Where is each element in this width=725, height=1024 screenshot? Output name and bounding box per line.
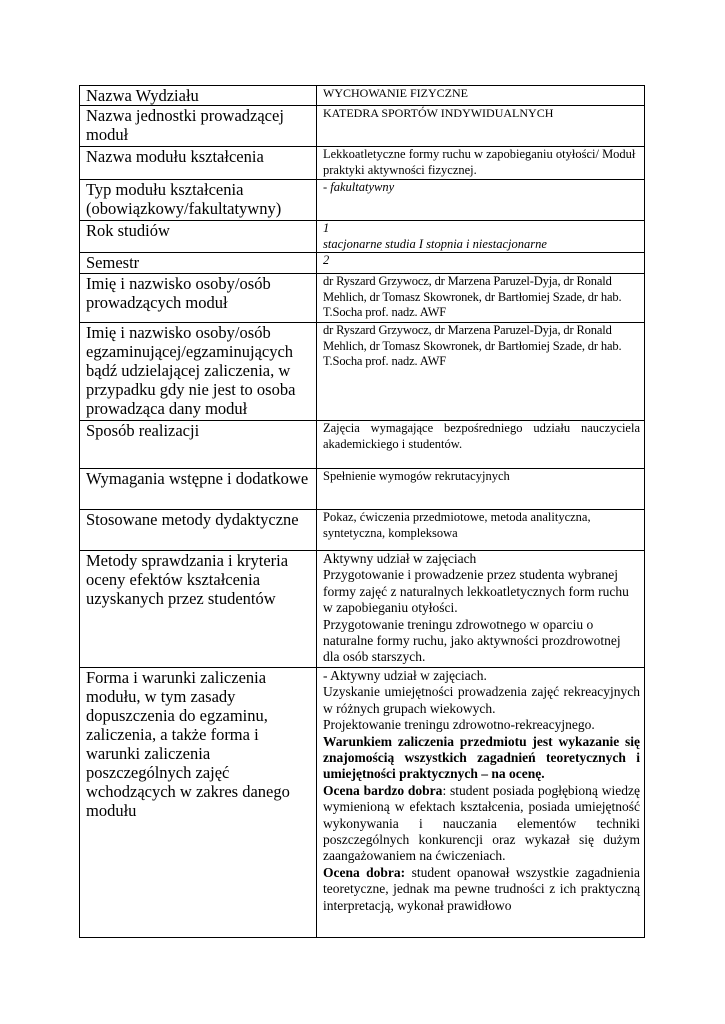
table-row — [80, 323, 645, 421]
criteria-line: Przygotowanie i prowadzenie przez studenta wybranej formy zajęć z naturalnych lekkoatletycznych form ruchu w zapobieganiu otyłości. — [323, 567, 629, 616]
row-value — [317, 668, 645, 938]
row-label: Rok studiów — [80, 221, 317, 253]
year-number: 1 — [323, 221, 330, 235]
condition-line: Uzyskanie umiejętności prowadzenia zajęć rekreacyjnych w różnych grupach wiekowych. — [323, 684, 640, 716]
table-row — [80, 86, 645, 106]
row-label: Forma i warunki zaliczenia modułu, w tym zasady dopuszczenia do egzaminu, zaliczenia, a także forma i warunki zaliczenia poszczególnych zajęć wchodzących w zakres danego modułu — [80, 668, 317, 938]
row-value: - fakultatywny — [317, 180, 645, 221]
row-value — [317, 221, 645, 253]
table-row — [80, 421, 645, 469]
study-mode: stacjonarne studia I stopnia i niestacjonarne — [323, 236, 547, 251]
row-label: Sposób realizacji — [80, 421, 317, 469]
row-value: Pokaz, ćwiczenia przedmiotowe, metoda analityczna, syntetyczna, kompleksowa — [317, 510, 645, 551]
table-row — [80, 180, 645, 221]
criteria-line: Aktywny udział w zajęciach — [323, 551, 477, 566]
row-label: Metody sprawdzania i kryteria oceny efektów kształcenia uzyskanych przez studentów — [80, 551, 317, 668]
row-value: dr Ryszard Grzywocz, dr Marzena Paruzel-Dyja, dr Ronald Mehlich, dr Tomasz Skowronek, dr Bartłomiej Szade, dr hab. T.Socha prof. nadz. AWF — [317, 323, 645, 421]
row-label: Imię i nazwisko osoby/osób egzaminującej/egzaminujących bądź udzielającej zaliczenia, w przypadku gdy nie jest to osoba prowadząca dany moduł — [80, 323, 317, 421]
grade-very-good — [323, 783, 640, 865]
row-value: WYCHOWANIE FIZYCZNE — [317, 86, 645, 106]
table-row — [80, 274, 645, 323]
row-label: Wymagania wstępne i dodatkowe — [80, 469, 317, 510]
row-label: Nazwa Wydziału — [80, 86, 317, 106]
row-value: 2 — [317, 253, 645, 274]
criteria-line: Przygotowanie treningu zdrowotnego w oparciu o naturalne formy ruchu, jako aktywności prozdrowotnej dla osób starszych. — [323, 616, 621, 665]
grade-description: student opanował wszystkie zagadnienia teoretyczne, jednak ma pewne trudności z ich praktyczną interpretacją, wykonał prawidłowo — [323, 864, 641, 913]
row-label: Imię i nazwisko osoby/osób prowadzących moduł — [80, 274, 317, 323]
condition-line: - Aktywny udział w zajęciach. — [323, 668, 487, 683]
row-value: Lekkoatletyczne formy ruchu w zapobieganiu otyłości/ Moduł praktyki aktywności fizycznej. — [317, 147, 645, 180]
table-row — [80, 147, 645, 180]
grade-good — [323, 865, 640, 914]
grade-description: : student posiada pogłębioną wiedzę wymienioną w efektach kształcenia, posiada umiejętność wykonywania i nauczania elementów techniki poszczególnych konkurencji oraz wykazał się dużym zaangażowaniem na ćwiczeniach. — [323, 782, 640, 864]
table-row — [80, 668, 645, 938]
table-row — [80, 510, 645, 551]
module-info-table — [79, 85, 645, 938]
row-label: Nazwa jednostki prowadzącej moduł — [80, 106, 317, 147]
grade-label: Ocena dobra: — [323, 864, 406, 880]
grade-label: Ocena bardzo dobra — [323, 782, 443, 798]
table-row — [80, 469, 645, 510]
row-value: Zajęcia wymagające bezpośredniego udziału nauczyciela akademickiego i studentów. — [317, 421, 645, 469]
row-value: KATEDRA SPORTÓW INDYWIDUALNYCH — [317, 106, 645, 147]
pass-condition: Warunkiem zaliczenia przedmiotu jest wykazanie się znajomością wszystkich zagadnień teoretycznych i umiejętności praktycznych – na ocenę. — [323, 733, 640, 782]
row-label: Semestr — [80, 253, 317, 274]
table-row — [80, 221, 645, 253]
row-value — [317, 551, 645, 668]
row-value: dr Ryszard Grzywocz, dr Marzena Paruzel-Dyja, dr Ronald Mehlich, dr Tomasz Skowronek, dr Bartłomiej Szade, dr hab. T.Socha prof. nadz. AWF — [317, 274, 645, 323]
row-label: Typ modułu kształcenia (obowiązkowy/fakultatywny) — [80, 180, 317, 221]
table-row — [80, 253, 645, 274]
table-row — [80, 551, 645, 668]
table-row — [80, 106, 645, 147]
condition-line: Projektowanie treningu zdrowotno-rekreacyjnego. — [323, 717, 595, 733]
row-value: Spełnienie wymogów rekrutacyjnych — [317, 469, 645, 510]
row-label: Nazwa modułu kształcenia — [80, 147, 317, 180]
row-label: Stosowane metody dydaktyczne — [80, 510, 317, 551]
